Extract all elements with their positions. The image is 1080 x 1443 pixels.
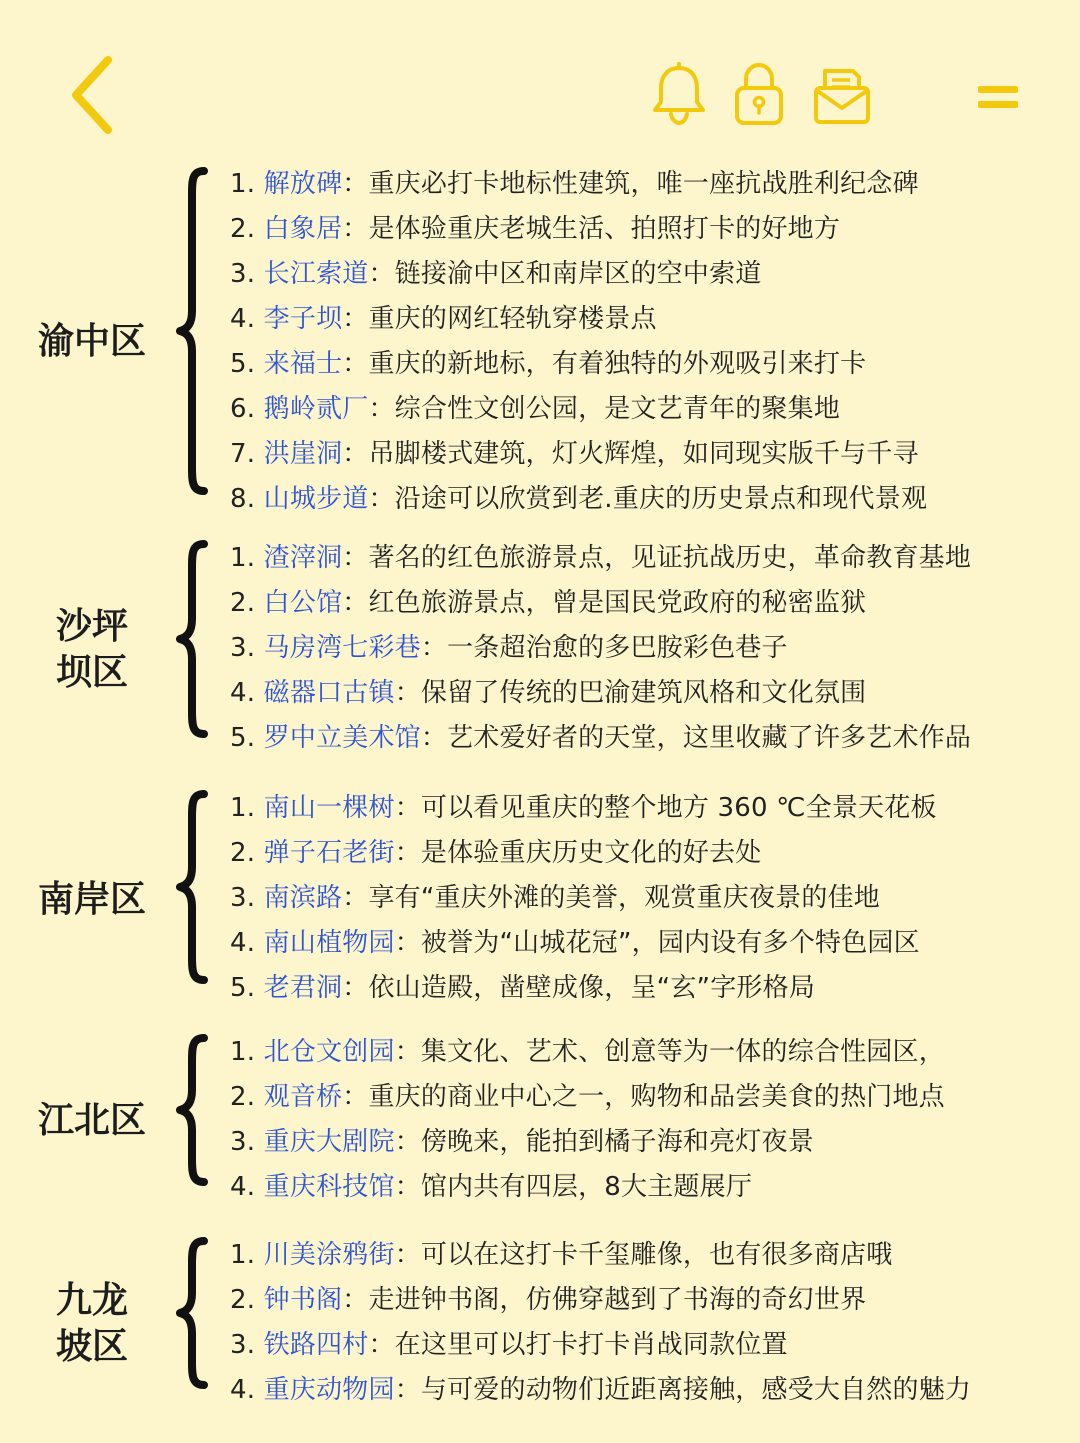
item-number: 4. [230,928,264,958]
attraction-description: ：走进钟书阁，仿佛穿越到了书海的奇幻世界 [342,1285,867,1315]
district-section [0,786,1080,1014]
attraction-name[interactable]: 北仓文创园 [263,1037,395,1067]
district-section [0,1233,1080,1415]
attraction-item [230,342,927,387]
item-number: 1. [230,1037,264,1067]
attraction-description: ：红色旅游景点，曾是国民党政府的秘密监狱 [342,588,867,618]
attraction-name[interactable]: 重庆大剧院 [263,1127,395,1157]
item-number: 3. [230,1127,264,1157]
item-number: 1. [230,793,264,823]
attraction-list [230,1233,971,1413]
item-number: 5. [230,973,264,1003]
attraction-name[interactable]: 老君洞 [263,973,343,1003]
item-number: 5. [230,723,264,753]
attraction-name[interactable]: 南山植物园 [263,928,395,958]
attraction-item [230,1278,971,1323]
attraction-item [230,716,971,761]
attraction-list [230,162,927,522]
attraction-name[interactable]: 山城步道 [263,484,369,514]
brace-icon [176,1237,210,1389]
attraction-name[interactable]: 钟书阁 [263,1285,343,1315]
attraction-description: ：傍晚来，能拍到橘子海和亮灯夜景 [394,1127,814,1157]
item-number: 2. [230,838,264,868]
attraction-item [230,1030,945,1075]
attraction-list [230,536,971,761]
attraction-name[interactable]: 南滨路 [263,883,343,913]
attraction-name[interactable]: 洪崖洞 [263,439,343,469]
attraction-description: ：重庆的新地标，有着独特的外观吸引来打卡 [342,349,867,379]
item-number: 1. [230,543,264,573]
menu-icon[interactable] [976,84,1020,110]
attraction-item [230,477,927,522]
attraction-description: ：吊脚楼式建筑，灯火辉煌，如同现实版千与千寻 [342,439,919,469]
mail-icon[interactable] [812,66,872,126]
attraction-item [230,626,971,671]
attraction-description: ：与可爱的动物们近距离接触，感受大自然的魅力 [394,1375,972,1405]
attraction-description: ：一条超治愈的多巴胺彩色巷子 [420,633,788,663]
attraction-name[interactable]: 川美涂鸦街 [263,1240,395,1270]
attraction-name[interactable]: 马房湾七彩巷 [263,633,421,663]
attraction-name[interactable]: 观音桥 [263,1082,343,1112]
attraction-item [230,1368,971,1413]
attraction-description: ：馆内共有四层，8大主题展厅 [394,1172,753,1202]
attraction-item [230,252,927,297]
brace-icon [176,1034,210,1186]
attraction-description: ：可以在这打卡千玺雕像，也有很多商店哦 [394,1240,893,1270]
item-number: 4. [230,1375,264,1405]
attraction-description: ：综合性文创公园，是文艺青年的聚集地 [368,394,841,424]
item-number: 4. [230,678,264,708]
attraction-description: ：重庆的商业中心之一，购物和品尝美食的热门地点 [342,1082,945,1112]
attraction-item [230,1075,945,1120]
attraction-item [230,581,971,626]
attraction-item [230,786,937,831]
attraction-name[interactable]: 长江索道 [263,259,369,289]
item-number: 7. [230,439,264,469]
district-title: 渝中区 [37,321,146,362]
attraction-item [230,831,937,876]
district-title: 沙坪 坝区 [55,606,128,693]
attraction-name[interactable]: 重庆科技馆 [263,1172,395,1202]
attraction-name[interactable]: 白公馆 [263,588,343,618]
district-title: 九龙 坡区 [55,1280,128,1367]
attraction-item [230,387,927,432]
attraction-item [230,536,971,581]
attraction-description: ：是体验重庆老城生活、拍照打卡的好地方 [342,214,841,244]
attraction-name[interactable]: 鹅岭贰厂 [263,394,369,424]
item-number: 6. [230,394,264,424]
attraction-name[interactable]: 弹子石老街 [263,838,395,868]
attraction-item [230,921,937,966]
attraction-name[interactable]: 磁器口古镇 [263,678,395,708]
item-number: 3. [230,883,264,913]
district-section [0,1030,1080,1212]
brace-icon [176,540,210,738]
attraction-description: ：重庆必打卡地标性建筑，唯一座抗战胜利纪念碑 [342,169,919,199]
attraction-description: ：重庆的网红轻轨穿楼景点 [342,304,657,334]
item-number: 2. [230,214,264,244]
attraction-description: ：著名的红色旅游景点，见证抗战历史，革命教育基地 [342,543,972,573]
attraction-name[interactable]: 铁路四村 [263,1330,369,1360]
attraction-description: ：可以看见重庆的整个地方 360 ℃全景天花板 [394,793,937,823]
item-number: 3. [230,633,264,663]
attraction-item [230,1233,971,1278]
attraction-list [230,1030,945,1210]
attraction-item [230,432,927,477]
attraction-item [230,966,937,1011]
attraction-item [230,1165,945,1210]
item-number: 4. [230,1172,264,1202]
top-bar [0,0,1080,150]
attraction-description: ：保留了传统的巴渝建筑风格和文化氛围 [394,678,867,708]
item-number: 3. [230,1330,264,1360]
item-number: 2. [230,1285,264,1315]
attraction-item [230,162,927,207]
attraction-description: ：是体验重庆历史文化的好去处 [394,838,762,868]
attraction-item [230,297,927,342]
item-number: 5. [230,349,264,379]
attraction-name[interactable]: 罗中立美术馆 [263,723,421,753]
item-number: 2. [230,1082,264,1112]
attraction-name[interactable]: 李子坝 [263,304,343,334]
item-number: 1. [230,169,264,199]
attraction-description: ：链接渝中区和南岸区的空中索道 [368,259,762,289]
attraction-description: ：艺术爱好者的天堂，这里收藏了许多艺术作品 [420,723,972,753]
attraction-item [230,207,927,252]
brace-icon [176,790,210,984]
district-title: 南岸区 [37,879,146,920]
attraction-name[interactable]: 白象居 [263,214,343,244]
item-number: 1. [230,1240,264,1270]
lock-icon[interactable] [732,62,786,126]
attraction-name[interactable]: 解放碑 [263,169,343,199]
attraction-name[interactable]: 来福士 [263,349,343,379]
item-number: 4. [230,304,264,334]
attraction-list [230,786,937,1011]
attraction-name[interactable]: 重庆动物园 [263,1375,395,1405]
item-number: 3. [230,259,264,289]
attraction-item [230,1323,971,1368]
brace-icon [176,167,210,495]
item-number: 2. [230,588,264,618]
attraction-description: ：沿途可以欣赏到老.重庆的历史景点和现代景观 [368,484,928,514]
attraction-item [230,876,937,921]
bell-icon[interactable] [650,62,708,126]
district-section [0,162,1080,522]
attraction-name[interactable]: 渣滓洞 [263,543,343,573]
attraction-description: ：依山造殿，凿壁成像，呈“玄”字形格局 [342,973,816,1003]
attraction-description: ：在这里可以打卡打卡肖战同款位置 [368,1330,788,1360]
chevron-left-icon[interactable] [62,52,122,138]
attraction-item [230,671,971,716]
attraction-description: ：被誉为“山城花冠”，园内设有多个特色园区 [394,928,920,958]
district-section [0,536,1080,764]
district-title: 江北区 [37,1100,146,1141]
attraction-item [230,1120,945,1165]
attraction-name[interactable]: 南山一棵树 [263,793,395,823]
attraction-description: ：集文化、艺术、创意等为一体的综合性园区， [394,1037,945,1067]
item-number: 8. [230,484,264,514]
attraction-description: ：享有“重庆外滩的美誉，观赏重庆夜景的佳地 [342,883,880,913]
